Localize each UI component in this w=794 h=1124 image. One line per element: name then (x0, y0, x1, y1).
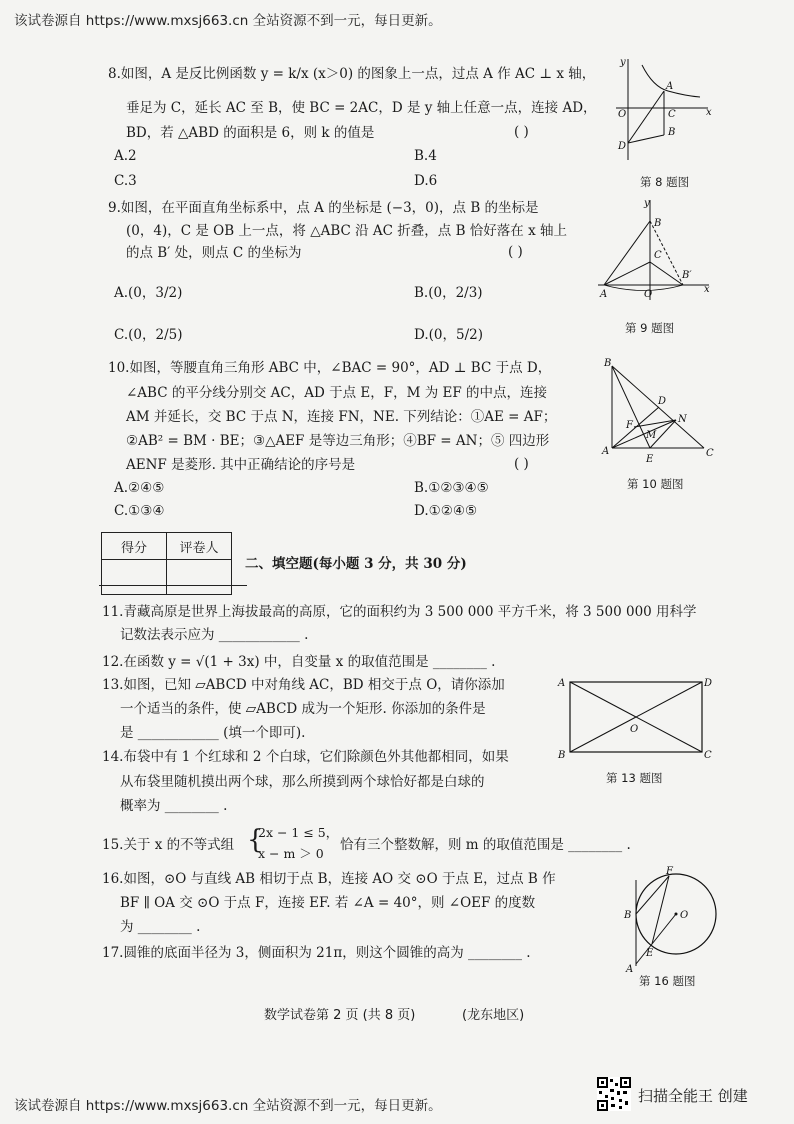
q13-label-b: B (558, 750, 566, 761)
q8-label-d: D (618, 141, 627, 152)
q9-label-b-prime: B′ (682, 270, 692, 281)
q11-line-1: 11.青藏高原是世界上海拔最高的高原，它的面积约为 3 500 000 平方千米，将 3 500 000 用科学 (102, 604, 697, 620)
q13-line-2: 一个适当的条件，使 ▱ABCD 成为一个矩形. 你添加的条件是 (120, 701, 486, 717)
q16-line-3: 为 ________ . (120, 919, 201, 935)
q11-line-2: 记数法表示应为 ____________ . (120, 627, 309, 643)
q13-label-d: D (704, 678, 713, 689)
q9-label-x: x (704, 284, 710, 295)
qr-code-icon (597, 1077, 631, 1111)
q14-line-1: 14.布袋中有 1 个红球和 2 个白球，它们除颜色外其他都相同，如果 (102, 749, 509, 765)
watermark-bottom: 该试卷源自 https://www.mxsj663.cn 全站资源不到一元，每日更新。 (14, 1098, 442, 1114)
q13-label-o: O (630, 724, 639, 735)
q10-line-4: ②AB² = BM · BE；③△AEF 是等边三角形；④BF = AN；⑤ 四边形 (126, 433, 550, 449)
q12-line: 12.在函数 y = √(1 + 3x) 中，自变量 x 的取值范围是 ________ . (102, 654, 496, 670)
q10-line-3: AM 并延长，交 BC 于点 N，连接 FN，NE. 下列结论：①AE = AF； (126, 409, 557, 425)
q10-option-a: A.②④⑤ (114, 480, 165, 496)
q10-figure (598, 356, 718, 475)
q13-caption: 第 13 题图 (606, 771, 663, 785)
q8-line-1: 8.如图，A 是反比例函数 y = k/x (x＞0) 的图象上一点，过点 A 作 AC ⊥ x 轴， (108, 66, 596, 82)
score-header-grader: 评卷人 (167, 533, 232, 560)
q16-figure-svg (614, 866, 724, 974)
q9-label-y: y (644, 198, 650, 209)
q10-option-b: B.①②③④⑤ (414, 480, 489, 496)
q9-option-b: B.(0，2/3) (414, 285, 483, 301)
q8-label-c: C (668, 109, 676, 120)
q8-line-3: BD，若 △ABD 的面积是 6，则 k 的值是 (126, 125, 375, 141)
q8-line-2: 垂足为 C，延长 AC 至 B，使 BC = 2AC，D 是 y 轴上任意一点，连接 AD， (126, 100, 597, 116)
q16-label-e: E (646, 948, 654, 959)
q9-figure (594, 196, 714, 310)
q15-suffix: 恰有三个整数解，则 m 的取值范围是 ________ . (340, 837, 631, 853)
q10-label-c: C (706, 448, 714, 459)
q10-label-n: N (678, 414, 687, 425)
q8-label-x: x (706, 107, 712, 118)
q8-option-d: D.6 (414, 173, 438, 189)
q9-label-a: A (600, 289, 608, 300)
grader-cell[interactable] (167, 560, 232, 595)
q10-line-5: AENF 是菱形. 其中正确结论的序号是 (126, 457, 356, 473)
footer-region: (龙东地区) (462, 1008, 525, 1023)
q10-label-m: M (646, 430, 657, 441)
q9-caption: 第 9 题图 (625, 321, 675, 335)
q9-label-o: O (644, 289, 653, 300)
q13-line-3: 是 ____________ (填一个即可). (120, 725, 306, 741)
score-cell[interactable] (102, 560, 167, 595)
q10-caption: 第 10 题图 (627, 477, 684, 491)
q8-label-o: O (618, 109, 627, 120)
q16-label-o: O (680, 910, 689, 921)
q13-figure (556, 672, 716, 766)
q14-line-2: 从布袋里随机摸出两个球，那么所摸到两个球恰好都是白球的 (120, 774, 485, 790)
q17-line: 17.圆锥的底面半径为 3，侧面积为 21π，则这个圆锥的高为 ________ . (102, 945, 531, 961)
q10-figure-svg (598, 356, 718, 471)
watermark-top: 该试卷源自 https://www.mxsj663.cn 全站资源不到一元，每日更新。 (14, 13, 442, 29)
scanner-brand: 扫描全能王 创建 (638, 1087, 748, 1105)
q9-option-c: C.(0，2/5) (114, 327, 183, 343)
q15-system-2: x − m ＞ 0 (258, 846, 324, 861)
q10-label-d: D (658, 396, 667, 407)
q13-figure-svg (556, 672, 716, 762)
q13-line-1: 13.如图，已知 ▱ABCD 中对角线 AC，BD 相交于点 O，请你添加 (102, 677, 505, 693)
q9-figure-svg (594, 196, 714, 306)
section-rule (99, 585, 247, 586)
q10-option-d: D.①②④⑤ (414, 503, 478, 519)
q13-label-c: C (704, 750, 712, 761)
q15-system-1: 2x − 1 ≤ 5， (258, 825, 339, 840)
score-header-score: 得分 (102, 533, 167, 560)
q10-label-f: F (626, 420, 633, 431)
q8-option-a: A.2 (114, 148, 137, 164)
q9-label-b: B (654, 218, 662, 229)
q10-option-c: C.①③④ (114, 503, 165, 519)
q10-line-1: 10.如图，等腰直角三角形 ABC 中，∠BAC = 90°，AD ⊥ BC 于点 D， (108, 360, 552, 376)
q8-caption: 第 8 题图 (640, 175, 690, 189)
q8-answer-paren: ( ) (514, 124, 529, 140)
q10-label-b: B (604, 358, 612, 369)
q15-brace: { (247, 825, 264, 855)
q14-line-3: 概率为 ________ . (120, 798, 228, 814)
q8-figure-svg (608, 55, 718, 165)
q9-line-2: (0，4)，C 是 OB 上一点，将 △ABC 沿 AC 折叠，点 B 恰好落在 x 轴上 (126, 223, 567, 239)
q9-label-c: C (654, 250, 662, 261)
section-2-title: 二、填空题(每小题 3 分，共 30 分) (245, 556, 467, 572)
q8-label-a: A (666, 81, 674, 92)
q9-line-1: 9.如图，在平面直角坐标系中，点 A 的坐标是 (−3，0)，点 B 的坐标是 (108, 200, 539, 216)
q16-line-1: 16.如图，⊙O 与直线 AB 相切于点 B，连接 AO 交 ⊙O 于点 E，过点 B 作 (102, 871, 556, 887)
q10-label-e: E (646, 454, 654, 465)
q8-option-b: B.4 (414, 148, 437, 164)
q15-prefix: 15.关于 x 的不等式组 (102, 837, 235, 853)
q13-label-a: A (558, 678, 566, 689)
q10-line-2: ∠ABC 的平分线分别交 AC，AD 于点 E，F，M 为 EF 的中点，连接 (126, 385, 548, 401)
q16-line-2: BF ∥ OA 交 ⊙O 于点 F，连接 EF. 若 ∠A = 40°，则 ∠OEF 的度数 (120, 895, 536, 911)
q16-label-f: F (666, 866, 673, 877)
q10-answer-paren: ( ) (514, 456, 529, 472)
footer-page-number: 数学试卷第 2 页 (共 8 页) (264, 1008, 416, 1023)
q9-option-a: A.(0，3/2) (114, 285, 183, 301)
q9-option-d: D.(0，5/2) (414, 327, 483, 343)
q16-label-b: B (624, 910, 632, 921)
q8-option-c: C.3 (114, 173, 137, 189)
q8-label-b: B (668, 127, 676, 138)
q9-answer-paren: ( ) (508, 244, 523, 260)
q16-label-a: A (626, 964, 634, 975)
q10-label-a: A (602, 446, 610, 457)
q9-line-3: 的点 B′ 处，则点 C 的坐标为 (126, 245, 302, 261)
q16-figure (614, 866, 724, 978)
q8-figure (608, 55, 718, 169)
q16-caption: 第 16 题图 (639, 974, 696, 988)
q8-label-y: y (620, 57, 626, 68)
